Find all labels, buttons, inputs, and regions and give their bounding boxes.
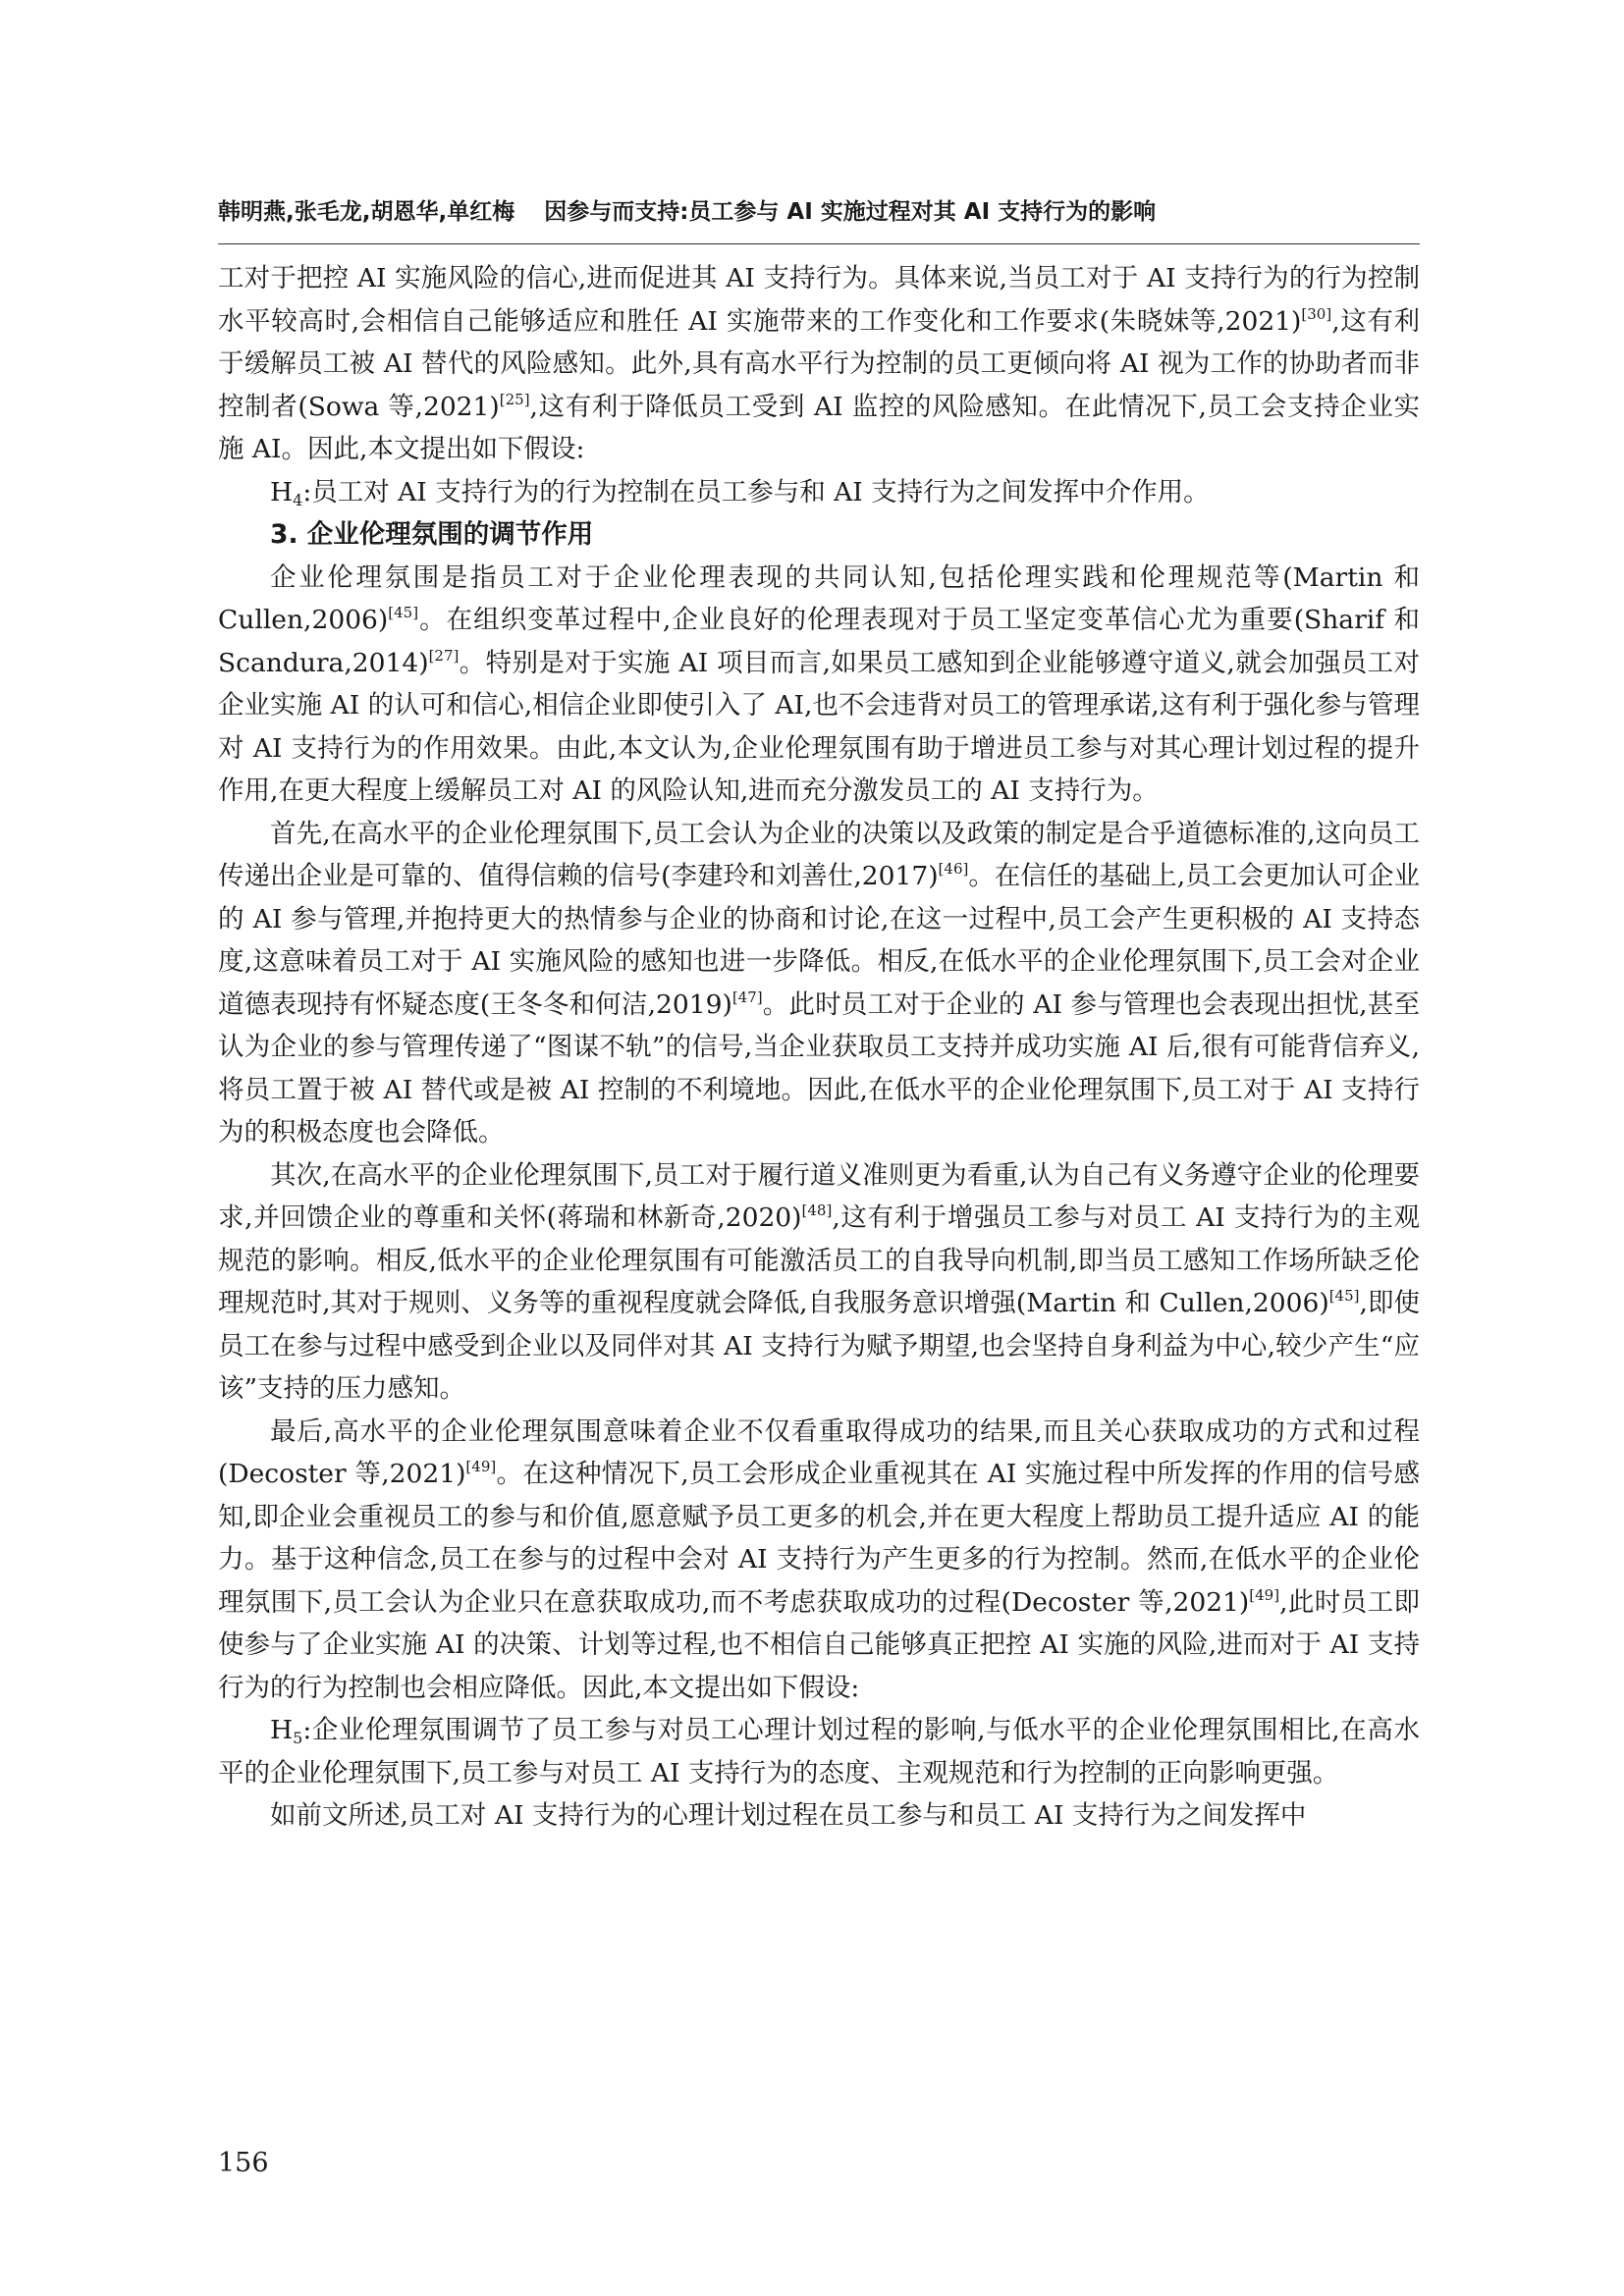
paragraph: 如前文所述,员工对 AI 支持行为的心理计划过程在员工参与和员工 AI 支持行为之间发挥中 xyxy=(270,1800,1307,1831)
header-authors: 韩明燕,张毛龙,胡恩华,单红梅 xyxy=(218,199,515,225)
citation-ref: [30] xyxy=(1301,304,1332,323)
header-divider xyxy=(218,243,1420,244)
citation-ref: [49] xyxy=(465,1458,497,1475)
citation-ref: [47] xyxy=(731,988,763,1006)
citation-ref: [46] xyxy=(938,860,969,878)
citation-ref: [49] xyxy=(1249,1585,1280,1604)
section-heading: 3. 企业伦理氛围的调节作用 xyxy=(270,519,594,550)
hypothesis-h4: $H_4$:员工对 AI 支持行为的行为控制在员工参与和 AI 支持行为之间发挥中介作用。 xyxy=(270,476,1210,509)
citation-ref: [25] xyxy=(499,390,530,408)
citation-ref: [27] xyxy=(428,646,460,665)
paragraph: 企业伦理氛围是指员工对于企业伦理表现的共同认知,包括伦理实践和伦理规范等(Martin 和 Cullen,2006)[45]。在组织变革过程中,企业良好的伦理表现对于员工坚定变革信心尤为重要(Sharif 和 Scandura,2014)[27]。特别是对于实施 AI 项目而言,如果员工感知到企业能够遵守道义,就会加强员工对企业实施 AI 的认可和信心,相信企业即使引入了 AI,也不会违背对员工的管理承诺,这有利于强化参与管理对 AI 支持行为的作用效果。由此,本文认为,企业伦理氛围有助于增进员工参与对其心理计划过程的提升作用,在更大程度上缓解员工对 AI 的风险认知,进而充分激发员工的 AI 支持行为。 xyxy=(218,561,1420,806)
paragraph: 其次,在高水平的企业伦理氛围下,员工对于履行道义准则更为看重,认为自己有义务遵守企业的伦理要求,并回馈企业的尊重和关怀(蒋瑞和林新奇,2020)[48],这有利于增强员工参与对员工 AI 支持行为的主观规范的影响。相反,低水平的企业伦理氛围有可能激活员工的自我导向机制,即当员工感知工作场所缺乏伦理规范时,其对于规则、义务等的重视程度就会降低,自我服务意识增强(Martin 和 Cullen,2006)[45],即使员工在参与过程中感受到企业以及同伴对其 AI 支持行为赋予期望,也会坚持自身利益为中心,较少产生“应该”支持的压力感知。 xyxy=(218,1159,1420,1404)
running-header xyxy=(218,192,1420,232)
header-article-title: 因参与而支持:员工参与 AI 实施过程对其 AI 支持行为的影响 xyxy=(544,199,1157,225)
paragraph: 首先,在高水平的企业伦理氛围下,员工会认为企业的决策以及政策的制定是合乎道德标准的,这向员工传递出企业是可靠的、值得信赖的信号(李建玲和刘善仕,2017)[46]。在信任的基础上,员工会更加认可企业的 AI 参与管理,并抱持更大的热情参与企业的协商和讨论,在这一过程中,员工会产生更积极的 AI 支持态度,这意味着员工对于 AI 实施风险的感知也进一步降低。相反,在低水平的企业伦理氛围下,员工会对企业道德表现持有怀疑态度(王冬冬和何洁,2019)[47]。此时员工对于企业的 AI 参与管理也会表现出担忧,甚至认为企业的参与管理传递了“图谋不轨”的信号,当企业获取员工支持并成功实施 AI 后,很有可能背信弃义,将员工置于被 AI 替代或是被 AI 控制的不利境地。因此,在低水平的企业伦理氛围下,员工对于 AI 支持行为的积极态度也会降低。 xyxy=(218,818,1420,1148)
citation-ref: [48] xyxy=(801,1201,833,1219)
paragraph: 最后,高水平的企业伦理氛围意味着企业不仅看重取得成功的结果,而且关心获取成功的方式和过程(Decoster 等,2021)[49]。在这种情况下,员工会形成企业重视其在 AI 实施过程中所发挥的作用的信号感知,即企业会重视员工的参与和价值,愿意赋予员工更多的机会,并在更大程度上帮助员工提升适应 AI 的能力。基于这种信念,员工在参与的过程中会对 AI 支持行为产生更多的行为控制。然而,在低水平的企业伦理氛围下,员工会认为企业只在意获取成功,而不考虑获取成功的过程(Decoster 等,2021)[49],此时员工即使参与了企业实施 AI 的决策、计划等过程,也不相信自己能够真正把控 AI 实施的风险,进而对于 AI 支持行为的行为控制也会相应降低。因此,本文提出如下假设: xyxy=(218,1415,1420,1703)
hypothesis-h5: $H_5$:企业伦理氛围调节了员工参与对员工心理计划过程的影响,与低水平的企业伦理氛围相比,在高水平的企业伦理氛围下,员工参与对员工 AI 支持行为的态度、主观规范和行为控制的正向影响更强。 xyxy=(218,1715,1420,1789)
citation-ref: [45] xyxy=(1328,1287,1360,1305)
paragraph-continued: 工对于把控 AI 实施风险的信心,进而促进其 AI 支持行为。具体来说,当员工对于 AI 支持行为的行为控制水平较高时,会相信自己能够适应和胜任 AI 实施带来的工作变化和工作要求(朱晓妹等,2021)[30],这有利于缓解员工被 AI 替代的风险感知。此外,具有高水平行为控制的员工更倾向将 AI 视为工作的协助者而非控制者(Sowa 等,2021)[25],这有利于降低员工受到 AI 监控的风险感知。在此情况下,员工会支持企业实施 AI。因此,本文提出如下假设: xyxy=(218,263,1420,464)
page-number: 156 xyxy=(218,2148,269,2178)
article-body xyxy=(218,257,1420,1838)
citation-ref: [45] xyxy=(388,604,419,621)
